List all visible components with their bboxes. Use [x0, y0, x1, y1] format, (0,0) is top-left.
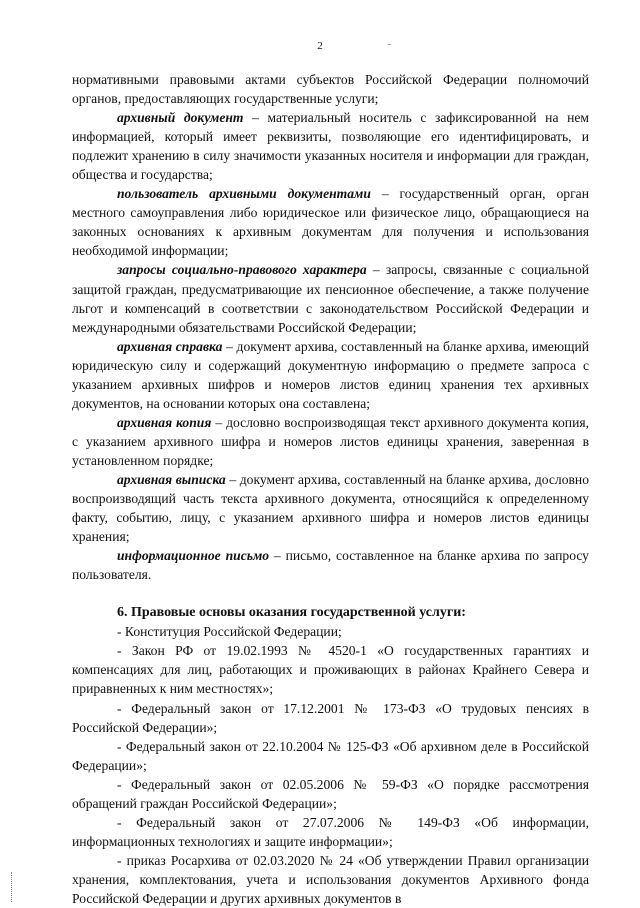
legal-basis-item: - Закон РФ от 19.02.1993 № 4520-1 «О государственных гарантиях и компенсациях для лиц, работающих и проживающих в районах Крайнего Севера и приравненных к ним местностях»; — [72, 643, 589, 697]
legal-basis-item: - Федеральный закон от 02.05.2006 № 59-ФЗ «О порядке рассмотрения обращений граждан Российской Федерации»; — [72, 776, 589, 811]
definition-archive-user — [72, 184, 589, 260]
page-number: 2 — [317, 40, 323, 52]
definition-text: – запросы, связанные с социальной защитой граждан, предусматривающие их пенсионное обеспечение, а также получение льгот и компенсаций в соответствии с законодательством Российской Федерации и международными обязательствами Российской Федерации; — [72, 262, 590, 335]
legal-basis-item: - приказ Росархива от 02.03.2020 № 24 «Об утверждении Правил организации хранения, комплектования, учета и использования документов Архивного фонда Российской Федерации и других архивных документов в — [72, 852, 589, 906]
definition-text: – документ архива, составленный на бланке архива, дословно воспроизводящий часть текста архивного документа, относящийся к определенному факту, событию, лицу, с указанием архивного шифра и номеров листов единицы хранения; — [72, 471, 589, 545]
legal-basis-item: - Федеральный закон от 17.12.2001 № 173-ФЗ «О трудовых пенсиях в Российской Федерации»; — [72, 700, 589, 735]
definition-archival-document — [72, 108, 589, 184]
definition-social-requests — [72, 260, 589, 336]
legal-basis-item: - Федеральный закон от 27.07.2006 № 149-ФЗ «Об информации, информационных технологиях и защите информации»; — [72, 814, 589, 849]
definition-term: пользователь архивными документами — [117, 186, 371, 202]
definition-archival-extract — [72, 470, 589, 546]
scan-edge-mark — [11, 872, 13, 902]
definition-text: – дословно воспроизводящая текст архивного документа копия, с указанием архивного шифра и номеров листов единицы хранения, заверенная в установленном порядке; — [72, 414, 590, 468]
definition-continuation — [72, 70, 589, 108]
definition-text: – государственный орган, орган местного самоуправления либо юридическое или физическое лицо, обращающиеся на законных основаниях к архивным документам для получения и использования необходимой информации; — [72, 186, 589, 259]
definition-term: запросы социально-правового характера — [117, 262, 367, 278]
definition-text: – материальный носитель с зафиксированной на нем информацией, который имеет реквизиты, позволяющие его идентифицировать, и подлежит хранению в силу значимости указанных носителя и информации для граждан, общества и государства; — [72, 110, 589, 183]
definition-information-letter — [72, 546, 589, 584]
definition-term: архивная выписка — [117, 471, 226, 487]
definition-term: архивная справка — [117, 338, 223, 354]
scan-mark — [388, 44, 391, 45]
definition-text: нормативными правовыми актами субъектов Российской Федерации полномочий органов, предоставляющих государственные услуги; — [72, 72, 589, 107]
definition-text: – письмо, составленное на бланке архива по запросу пользователя. — [72, 548, 589, 583]
definition-term: архивная копия — [117, 414, 212, 430]
definition-archival-copy — [72, 413, 589, 470]
definition-term: информационное письмо — [117, 548, 270, 564]
legal-basis-item: - Конституция Российской Федерации; — [117, 624, 342, 640]
legal-basis-item: - Федеральный закон от 22.10.2004 № 125-ФЗ «Об архивном деле в Российской Федерации»; — [72, 738, 589, 773]
definition-archival-certificate — [72, 337, 589, 413]
definition-text: – документ архива, составленный на бланке архива, имеющий юридическую силу и содержащий документную информацию о предмете запроса с указанием архивных шифров и номеров листов единиц хранения тех архивных документов, на основании которых она составлена; — [72, 338, 589, 411]
section-heading: 6. Правовые основы оказания государственной услуги: — [117, 605, 466, 621]
definition-term: архивный документ — [117, 110, 244, 126]
document-body — [72, 70, 589, 908]
